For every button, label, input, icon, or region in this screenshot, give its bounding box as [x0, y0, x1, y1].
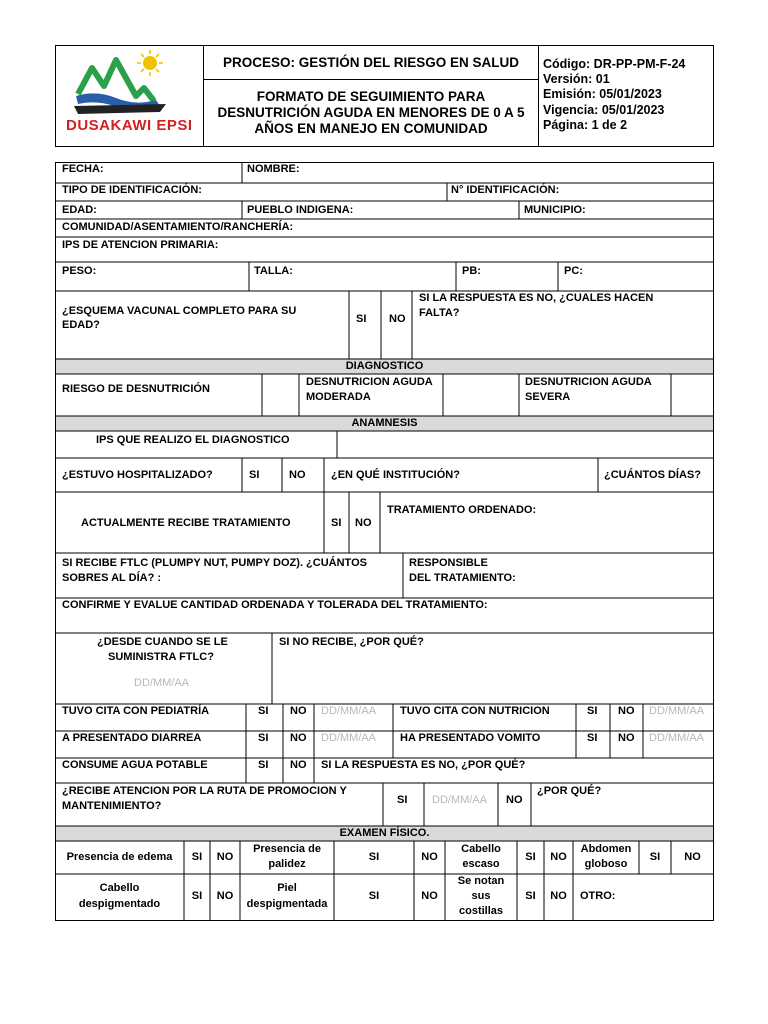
- institucion-label: ¿EN QUÉ INSTITUCIÓN?: [331, 469, 460, 481]
- process-title: PROCESO: GESTIÓN DEL RIESGO EN SALUD: [222, 55, 520, 70]
- costillas-line-1: Se notan: [457, 875, 505, 887]
- palidez-line-2: palidez: [268, 858, 306, 870]
- cuales-line-1: SI LA RESPUESTA ES NO, ¿CUALES HACEN: [419, 292, 654, 304]
- agua-porque-label: SI LA RESPUESTA ES NO, ¿POR QUÉ?: [321, 759, 526, 771]
- cab-desp-line-2: despigmentado: [78, 898, 161, 910]
- ruta-porque-label: ¿POR QUÉ?: [537, 785, 602, 797]
- nutricion-label: TUVO CITA CON NUTRICION: [400, 705, 550, 717]
- otro-label: OTRO:: [580, 890, 616, 902]
- pueblo-label: PUEBLO INDIGENA:: [247, 204, 354, 216]
- cuales-line-2: FALTA?: [419, 307, 460, 319]
- pediatria-no[interactable]: NO: [290, 705, 307, 717]
- codigo: Código: DR-PP-PM-F-24: [543, 57, 686, 71]
- escaso-line-2: escaso: [462, 858, 500, 870]
- pediatria-si[interactable]: SI: [258, 705, 269, 717]
- agua-no[interactable]: NO: [290, 759, 307, 771]
- esquema-line-1: ¿ESQUEMA VACUNAL COMPLETO PARA SU: [62, 305, 297, 317]
- moderada-line-2: MODERADA: [306, 391, 371, 403]
- diarrea-si[interactable]: SI: [258, 732, 269, 744]
- ftlc-line-1: SI RECIBE FTLC (PLUMPY NUT, PUMPY DOZ). ¿CUÁNTOS: [62, 557, 367, 569]
- anamnesis-title: ANAMNESIS: [351, 417, 418, 429]
- pagina: Página: 1 de 2: [543, 118, 628, 132]
- format-title-line-2: DESNUTRICIÓN AGUDA EN MENORES DE 0 A 5: [217, 105, 525, 120]
- ips-label: IPS DE ATENCION PRIMARIA:: [62, 239, 219, 251]
- tipo-id-label: TIPO DE IDENTIFICACIÓN:: [62, 184, 202, 196]
- esquema-no[interactable]: NO: [389, 313, 406, 325]
- abdomen-si[interactable]: SI: [649, 851, 661, 863]
- piel-si[interactable]: SI: [368, 890, 380, 902]
- vomito-date[interactable]: DD/MM/AA: [649, 732, 704, 744]
- vomito-label: HA PRESENTADO VOMITO: [400, 732, 541, 744]
- ruta-line-2: MANTENIMIENTO?: [62, 800, 162, 812]
- riesgo-label: RIESGO DE DESNUTRICIÓN: [62, 383, 210, 395]
- nutricion-date[interactable]: DD/MM/AA: [649, 705, 704, 717]
- pediatria-label: TUVO CITA CON PEDIATRÍA: [62, 705, 210, 717]
- severa-line-2: SEVERA: [525, 391, 571, 403]
- responsable-line-1: RESPONSIBLE: [409, 557, 488, 569]
- municipio-label: MUNICIPIO:: [524, 204, 586, 216]
- costillas-no[interactable]: NO: [550, 890, 567, 902]
- severa-line-1: DESNUTRICION AGUDA: [525, 376, 652, 388]
- format-title-line-3: AÑOS EN MANEJO EN COMUNIDAD: [254, 121, 488, 136]
- tratamiento-si[interactable]: SI: [331, 517, 342, 529]
- moderada-line-1: DESNUTRICION AGUDA: [306, 376, 433, 388]
- agua-si[interactable]: SI: [258, 759, 269, 771]
- diagnostico-title: DIAGNOSTICO: [345, 360, 424, 372]
- fecha-label: FECHA:: [62, 163, 104, 175]
- version: Versión: 01: [543, 72, 610, 86]
- ruta-date[interactable]: DD/MM/AA: [432, 794, 487, 806]
- diarrea-label: A PRESENTADO DIARREA: [62, 732, 202, 744]
- cab-desp-line-1: Cabello: [99, 882, 140, 894]
- responsable-line-2: DEL TRATAMIENTO:: [409, 572, 516, 584]
- emision: Emisión: 05/01/2023: [543, 87, 662, 101]
- palidez-si[interactable]: SI: [368, 851, 380, 863]
- num-id-label: N° IDENTIFICACIÓN:: [451, 184, 560, 196]
- confirme-label: CONFIRME Y EVALUE CANTIDAD ORDENADA Y TOLERADA DEL TRATAMIENTO:: [62, 599, 488, 611]
- tratamiento-label: ACTUALMENTE RECIBE TRATAMIENTO: [81, 517, 291, 529]
- edema-label: Presencia de edema: [66, 851, 173, 863]
- vomito-si[interactable]: SI: [587, 732, 598, 744]
- format-title-line-1: FORMATO DE SEGUIMIENTO PARA: [256, 89, 486, 104]
- costillas-line-3: costillas: [458, 905, 504, 917]
- diarrea-no[interactable]: NO: [290, 732, 307, 744]
- nutricion-no[interactable]: NO: [618, 705, 635, 717]
- desde-line-1: ¿DESDE CUANDO SE LE: [97, 636, 228, 648]
- peso-label: PESO:: [62, 265, 97, 277]
- hospitalizado-no[interactable]: NO: [289, 469, 306, 481]
- ruta-si[interactable]: SI: [397, 794, 408, 806]
- esquema-si[interactable]: SI: [356, 313, 367, 325]
- pediatria-date[interactable]: DD/MM/AA: [321, 705, 376, 717]
- no-recibe-label: SI NO RECIBE, ¿POR QUÉ?: [279, 636, 424, 648]
- palidez-line-1: Presencia de: [253, 843, 321, 855]
- dias-label: ¿CUÁNTOS DÍAS?: [604, 469, 701, 481]
- edad-label: EDAD:: [62, 204, 97, 216]
- escaso-si[interactable]: SI: [525, 851, 536, 863]
- piel-line-1: Piel: [277, 882, 297, 894]
- logo-text: DUSAKAWI EPSI: [66, 117, 193, 134]
- esquema-line-2: EDAD?: [62, 319, 100, 331]
- cab-desp-no[interactable]: NO: [216, 890, 234, 902]
- pb-label: PB:: [462, 265, 481, 277]
- vigencia: Vigencia: 05/01/2023: [543, 103, 665, 117]
- ips-diag-label: IPS QUE REALIZO EL DIAGNOSTICO: [96, 434, 290, 446]
- escaso-no[interactable]: NO: [550, 851, 567, 863]
- costillas-si[interactable]: SI: [525, 890, 536, 902]
- examen-title: EXAMEN FÍSICO.: [339, 827, 430, 839]
- piel-line-2: despigmentada: [246, 898, 328, 910]
- nombre-label: NOMBRE:: [247, 163, 300, 175]
- nutricion-si[interactable]: SI: [587, 705, 598, 717]
- ftlc-line-2: SOBRES AL DÍA? :: [62, 572, 162, 584]
- desde-date[interactable]: DD/MM/AA: [134, 677, 189, 689]
- ordenado-label: TRATAMIENTO ORDENADO:: [387, 504, 537, 516]
- pc-label: PC:: [564, 265, 583, 277]
- escaso-line-1: Cabello: [461, 843, 501, 855]
- desde-line-2: SUMINISTRA FTLC?: [108, 651, 214, 663]
- ruta-no[interactable]: NO: [506, 794, 523, 806]
- hospitalizado-si[interactable]: SI: [249, 469, 260, 481]
- edema-no[interactable]: NO: [216, 851, 234, 863]
- agua-label: CONSUME AGUA POTABLE: [62, 759, 208, 771]
- diarrea-date[interactable]: DD/MM/AA: [321, 732, 376, 744]
- piel-no[interactable]: NO: [421, 890, 438, 902]
- costillas-line-2: sus: [471, 890, 491, 902]
- tratamiento-no[interactable]: NO: [355, 517, 372, 529]
- hospitalizado-label: ¿ESTUVO HOSPITALIZADO?: [62, 469, 213, 481]
- palidez-no[interactable]: NO: [421, 851, 438, 863]
- abdomen-line-1: Abdomen: [580, 843, 632, 855]
- talla-label: TALLA:: [254, 265, 293, 277]
- abdomen-no[interactable]: NO: [684, 851, 701, 863]
- comunidad-label: COMUNIDAD/ASENTAMIENTO/RANCHERÍA:: [62, 221, 294, 233]
- ruta-line-1: ¿RECIBE ATENCION POR LA RUTA DE PROMOCION Y: [62, 785, 347, 797]
- cab-desp-si[interactable]: SI: [191, 890, 203, 902]
- abdomen-line-2: globoso: [584, 858, 628, 870]
- vomito-no[interactable]: NO: [618, 732, 635, 744]
- edema-si[interactable]: SI: [191, 851, 203, 863]
